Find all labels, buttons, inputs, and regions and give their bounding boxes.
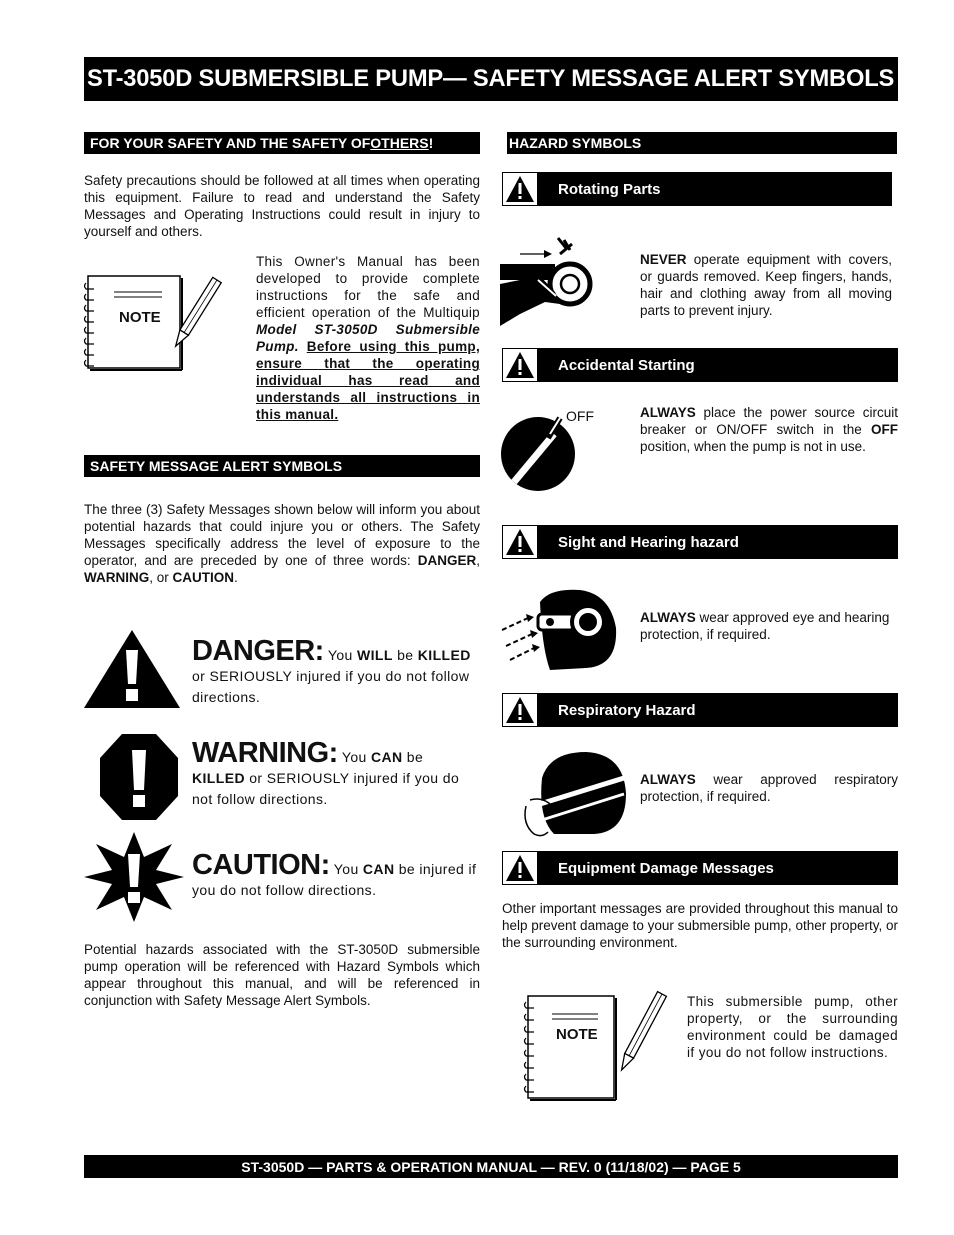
safety-heading-others: OTHERS [370, 135, 429, 151]
alert-triangle-icon [502, 348, 538, 382]
alert-intro: The three (3) Safety Messages shown below will inform you about potential hazards that could injure you or others. The Safety Messages specifically address the level of exposure to the operator, and are preceded by one of three words: DANGER, WARNING, or CAUTION. [84, 502, 480, 585]
starting-bold-off: OFF [871, 422, 898, 437]
notepad-icon [522, 990, 677, 1105]
caution-t1: You [329, 861, 363, 877]
rotating-body: operate equipment with covers, or guards removed. Keep fingers, hands, hair and clothing away from all moving parts to prevent injury. [640, 252, 892, 318]
sight-hearing-icon [500, 588, 622, 670]
caution-word: CAUTION: [192, 849, 330, 881]
manual-intro-text: This Owner's Manual has been developed to provide complete instructions for the safe and efficient operation of the Multiquip [256, 254, 480, 320]
hazard-label-starting: Accidental Starting [538, 348, 898, 382]
note-label-right: NOTE [556, 1026, 598, 1043]
accidental-starting-icon [500, 404, 605, 496]
page-footer: ST-3050D — PARTS & OPERATION MANUAL — REV. 0 (11/18/02) — PAGE 5 [84, 1155, 898, 1178]
manual-intro [256, 253, 480, 423]
alert-word-warning: WARNING [84, 570, 150, 585]
hazard-label-rotating: Rotating Parts [538, 172, 892, 206]
respiratory-icon [520, 748, 632, 840]
respiratory-text [640, 771, 898, 805]
alert-heading: SAFETY MESSAGE ALERT SYMBOLS [84, 455, 480, 477]
page-title [84, 57, 898, 101]
rotating-parts-icon [500, 234, 600, 326]
alert-triangle-icon [502, 172, 538, 206]
notepad-icon [82, 270, 242, 375]
warning-b1: CAN [370, 749, 403, 765]
alert-word-danger: DANGER [417, 553, 477, 568]
page-title-text: ST-3050D SUBMERSIBLE PUMP— SAFETY MESSAGE ALERT SYMBOLS [87, 65, 895, 92]
alert-triangle-icon [502, 693, 538, 727]
alert-word-caution: CAUTION [172, 570, 235, 585]
danger-b2: KILLED [417, 647, 471, 663]
danger-t2: be [392, 647, 418, 663]
hazard-label-respiratory: Respiratory Hazard [538, 693, 898, 727]
starting-text [640, 404, 898, 455]
hazard-bar-starting [502, 348, 898, 382]
warning-t1: You [337, 749, 371, 765]
hazard-bar-sight [502, 525, 898, 559]
danger-b1: WILL [357, 647, 393, 663]
damage-text: Other important messages are provided throughout this manual to help prevent damage to your submersible pump, other property, or the surrounding environment. [502, 901, 898, 950]
manual-intro-warning: Before using this pump, ensure that the operating individual has read and understands all instructions in this manual. [256, 339, 480, 422]
warning-word: WARNING: [192, 737, 338, 769]
note-pad-illustration-right [522, 990, 677, 1105]
danger-triangle-icon [84, 630, 180, 708]
sight-body: wear approved eye and hearing protection, if required. [640, 610, 890, 642]
starting-body-2: position, when the pump is not in use. [640, 439, 866, 454]
hazard-label-sight: Sight and Hearing hazard [538, 525, 898, 559]
safety-heading [84, 132, 480, 154]
danger-message [192, 635, 480, 708]
sight-bold: ALWAYS [640, 610, 696, 625]
alert-triangle-icon [502, 851, 538, 885]
respiratory-body: wear approved respiratory protection, if required. [640, 772, 898, 804]
hazard-bar-rotating [502, 172, 892, 206]
danger-t1: You [323, 647, 357, 663]
hazard-heading: HAZARD SYMBOLS [507, 132, 897, 154]
closing-text: Potential hazards associated with the ST-3050D submersible pump operation will be referenced with Hazard Symbols which appear throughout this manual, and will be referenced in conjunction with Safety Message Alert Symbols. [84, 942, 480, 1008]
caution-t2: be injured if you do not follow directions. [192, 861, 477, 898]
alert-intro-text: The three (3) Safety Messages shown below will inform you about potential hazards that could injure you or others. The Safety Messages specifically address the level of exposure to the operator, and are preceded by one of three words: [84, 502, 480, 568]
note-pad-illustration [82, 270, 242, 375]
warning-t3: or SERIOUSLY injured if you do not follow directions. [192, 770, 460, 807]
alert-or: , or [149, 570, 173, 585]
hazard-bar-respiratory [502, 693, 898, 727]
hazard-bar-damage [502, 851, 898, 885]
danger-word: DANGER: [192, 635, 324, 667]
manual-intro-model: Model ST-3050D Submersible Pump. [256, 322, 480, 354]
warning-b2: KILLED [192, 770, 245, 786]
warning-message [192, 737, 480, 810]
hazard-label-damage: Equipment Damage Messages [538, 851, 898, 885]
damage-note-text: This submersible pump, other property, or the surrounding environment could be damaged if you do not follow instructions. [687, 994, 898, 1060]
note-label: NOTE [119, 309, 161, 326]
alert-triangle-icon [502, 525, 538, 559]
sight-text [640, 609, 898, 643]
starting-body-1: place the power source circuit breaker or ON/OFF switch in the [640, 405, 898, 437]
off-label: OFF [566, 408, 594, 424]
warning-octagon-icon [100, 734, 178, 820]
danger-t3: or SERIOUSLY injured if you do not follow directions. [192, 668, 470, 705]
safety-intro: Safety precautions should be followed at all times when operating this equipment. Failure to read and understand the Safety Messages and Operating Instructions could result in injury to yourself and others. [84, 173, 480, 239]
rotating-bold: NEVER [640, 252, 687, 267]
respiratory-bold: ALWAYS [640, 772, 696, 787]
safety-heading-text: FOR YOUR SAFETY AND THE SAFETY OF [90, 135, 371, 151]
warning-t2: be [402, 749, 424, 765]
rotating-text [640, 251, 892, 319]
caution-star-icon [84, 832, 184, 922]
caution-b1: CAN [362, 861, 395, 877]
safety-heading-bang: ! [428, 135, 434, 151]
starting-bold: ALWAYS [640, 405, 696, 420]
caution-message [192, 849, 480, 901]
